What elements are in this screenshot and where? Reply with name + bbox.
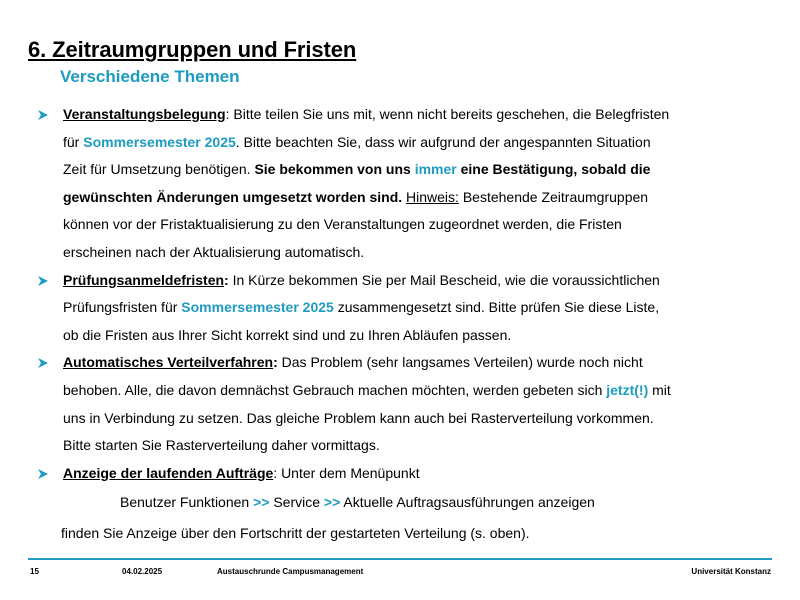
- bullet-line: [63, 271, 660, 289]
- bullet-line: [63, 353, 643, 371]
- bullet-line: [63, 243, 364, 261]
- text-segment: ob die Fristen aus Ihrer Sicht korrekt sind und zu Ihren Abläufen passen.: [63, 326, 512, 343]
- text-segment: für: [63, 133, 84, 150]
- menu-path: [120, 493, 595, 511]
- arrowhead-bullet-icon: [37, 109, 49, 121]
- text-segment: >>: [253, 494, 270, 511]
- arrowhead-bullet-icon: [37, 275, 49, 287]
- text-segment: Bitte starten Sie Rasterverteilung daher vormittags.: [63, 437, 380, 454]
- text-segment: Aktuelle Auftragsausführungen anzeigen: [340, 494, 595, 511]
- text-segment: . Bitte beachten Sie, dass wir aufgrund der angespannten Situation: [235, 133, 651, 150]
- text-segment: mit: [648, 382, 671, 398]
- footer-divider: [28, 558, 772, 560]
- text-segment: Zeit für Umsetzung benötigen.: [63, 161, 255, 178]
- text-segment: gewünschten Änderungen umgesetzt worden sind.: [63, 188, 403, 205]
- bullet-line: [63, 464, 420, 482]
- text-segment: Prüfungsfristen für: [63, 299, 182, 316]
- bullet-line: [63, 409, 654, 427]
- text-segment: Hinweis:: [406, 188, 459, 205]
- text-segment: :: [224, 271, 229, 288]
- bullet-heading: Prüfungsanmeldefristen: [63, 271, 225, 288]
- text-segment: Benutzer Funktionen: [120, 494, 254, 511]
- text-segment: zusammengesetzt sind. Bitte prüfen Sie diese Liste,: [333, 299, 660, 316]
- bullet-line: [63, 215, 622, 233]
- text-segment: eine Bestätigung, sobald die: [456, 161, 651, 178]
- text-segment: :: [273, 354, 278, 371]
- bullet-line: [63, 298, 659, 316]
- bullet-line: [63, 105, 669, 123]
- bullet-line: [63, 133, 651, 151]
- bullet-line: [63, 188, 648, 206]
- text-segment: Sommersemester 2025: [83, 133, 236, 150]
- text-segment: Bestehende Zeitraumgruppen: [458, 188, 649, 205]
- text-segment: Service: [269, 494, 324, 511]
- arrowhead-bullet-icon: [37, 357, 49, 369]
- bullet-heading: Anzeige der laufenden Aufträge: [63, 464, 274, 481]
- bullet-heading: Automatisches Verteilverfahren: [63, 354, 274, 371]
- closing-line: finden Sie Anzeige über den Fortschritt der gestarteten Verteilung (s. oben).: [61, 525, 530, 541]
- text-segment: Sommersemester 2025: [181, 299, 334, 316]
- slide-subtitle: Verschiedene Themen: [60, 67, 240, 86]
- text-segment: : Bitte teilen Sie uns mit, wenn nicht bereits geschehen, die Belegfristen: [225, 106, 670, 122]
- text-segment: können vor der Fristaktualisierung zu den Veranstaltungen zugeordnet werden, die Fristen: [63, 216, 622, 233]
- footer-date: 04.02.2025: [122, 567, 163, 576]
- text-segment: behoben. Alle, die davon demnächst Gebrauch machen möchten, werden gebeten sich: [63, 382, 607, 398]
- text-segment: >>: [323, 494, 341, 511]
- bullet-heading: Veranstaltungsbelegung: [63, 106, 226, 122]
- footer-page-number: 15: [30, 567, 39, 576]
- footer-organization: Universität Konstanz: [691, 567, 771, 576]
- bullet-line: [63, 381, 671, 399]
- text-segment: Sie bekommen von uns: [254, 161, 415, 178]
- text-segment: Das Problem (sehr langsames Verteilen) wurde noch nicht: [277, 354, 643, 371]
- text-segment: erscheinen nach der Aktualisierung automatisch.: [63, 244, 365, 260]
- text-segment: : Unter dem Menüpunkt: [273, 464, 420, 481]
- bullet-line: [63, 326, 511, 344]
- arrowhead-bullet-icon: [37, 468, 49, 480]
- slide-title: 6. Zeitraumgruppen und Fristen: [28, 37, 357, 62]
- bullet-line: [63, 436, 380, 454]
- footer-event: Austauschrunde Campusmanagement: [217, 567, 364, 576]
- text-segment: jetzt(!): [606, 382, 649, 398]
- text-segment: immer: [414, 161, 457, 178]
- text-segment: In Kürze bekommen Sie per Mail Bescheid, wie die voraussichtlichen: [228, 271, 660, 288]
- bullet-line: [63, 160, 650, 178]
- text-segment: uns in Verbindung zu setzen. Das gleiche Problem kann auch bei Rasterverteilung vorkommen.: [63, 409, 654, 426]
